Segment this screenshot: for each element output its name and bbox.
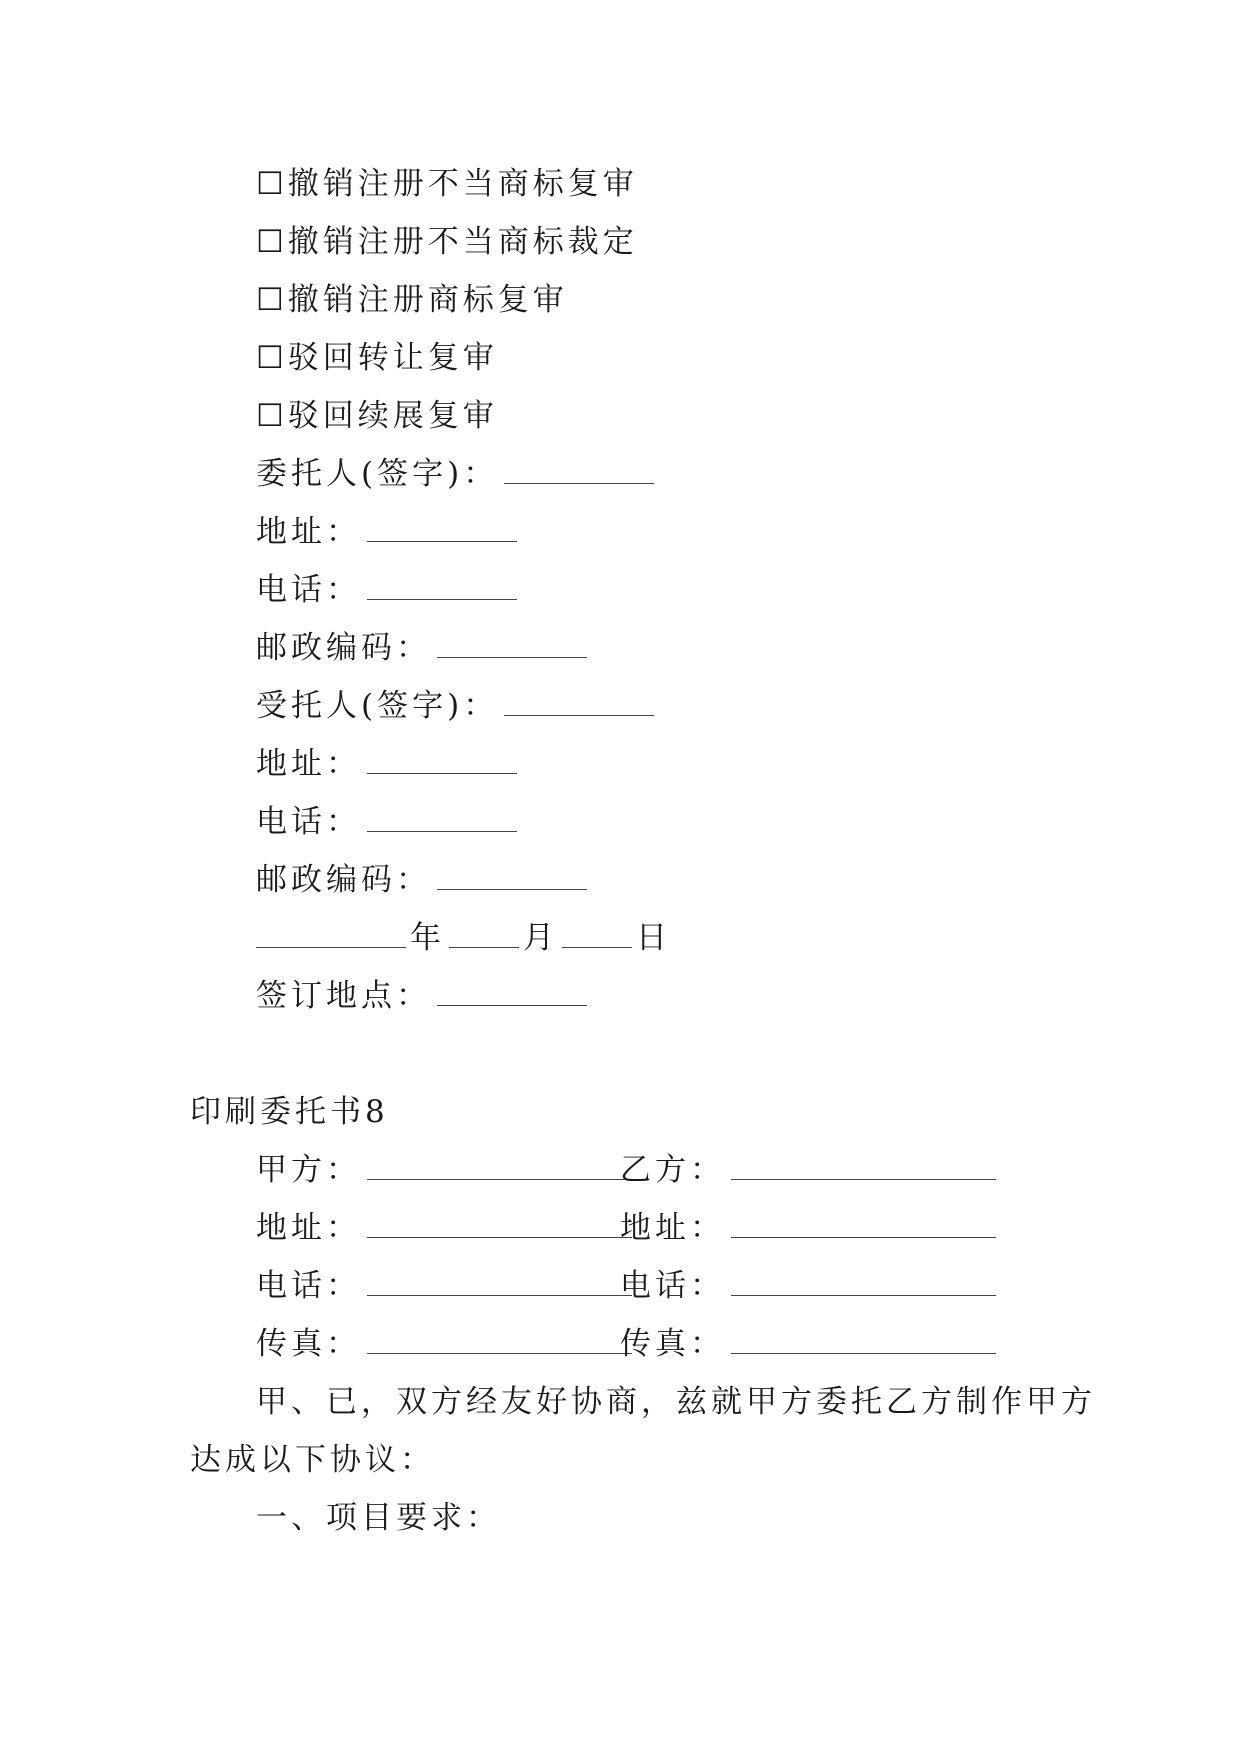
fill-blank — [562, 921, 632, 948]
agent-phone-label: 电话： — [256, 804, 361, 840]
fill-blank — [437, 979, 587, 1006]
fill-blank — [367, 1269, 632, 1296]
fill-blank — [367, 1211, 632, 1238]
date-month-label: 月 — [523, 920, 558, 956]
date-row — [256, 918, 671, 958]
agent-signature-row — [256, 686, 654, 726]
client-address-row — [256, 512, 517, 552]
sign-place-row — [256, 976, 587, 1016]
option-item: ☐驳回续展复审 — [256, 398, 498, 434]
fill-blank — [367, 515, 517, 542]
agent-postcode-row — [256, 860, 587, 900]
agent-signature-label: 受托人(签字)： — [256, 688, 499, 724]
party-a-phone-row — [256, 1266, 632, 1306]
fill-blank — [367, 747, 517, 774]
client-signature-row — [256, 454, 654, 494]
fill-blank — [504, 457, 654, 484]
option-item: ☐驳回转让复审 — [256, 340, 498, 376]
fill-blank — [437, 863, 587, 890]
party-b-address-row — [620, 1208, 996, 1248]
party-b-phone-row — [620, 1266, 996, 1306]
fill-blank — [731, 1153, 996, 1180]
party-a-address-label: 地址： — [256, 1210, 361, 1246]
sign-place-label: 签订地点： — [256, 978, 431, 1014]
party-b-address-label: 地址： — [620, 1210, 725, 1246]
party-a-phone-label: 电话： — [256, 1268, 361, 1304]
fill-blank — [731, 1327, 996, 1354]
party-b-fax-row — [620, 1324, 996, 1364]
fill-blank — [367, 573, 517, 600]
fill-blank — [256, 921, 406, 948]
party-b-fax-label: 传真： — [620, 1326, 725, 1362]
agreement-paragraph-cont: 达成以下协议： — [190, 1442, 435, 1478]
party-a-label: 甲方： — [256, 1152, 361, 1188]
client-phone-row — [256, 570, 517, 610]
client-signature-label: 委托人(签字)： — [256, 456, 499, 492]
agreement-paragraph: 甲、已，双方经友好协商，兹就甲方委托乙方制作甲方 — [256, 1384, 1096, 1420]
client-phone-label: 电话： — [256, 572, 361, 608]
option-item: ☐撤销注册商标复审 — [256, 282, 568, 318]
section-title: 印刷委托书8 — [190, 1094, 389, 1130]
fill-blank — [367, 1153, 632, 1180]
agent-phone-row — [256, 802, 517, 842]
party-a-row — [256, 1150, 632, 1190]
item-heading: 一、项目要求： — [256, 1500, 501, 1536]
agent-address-label: 地址： — [256, 746, 361, 782]
client-address-label: 地址： — [256, 514, 361, 550]
option-item: ☐撤销注册不当商标复审 — [256, 166, 638, 202]
party-b-label: 乙方： — [620, 1152, 725, 1188]
party-b-phone-label: 电话： — [620, 1268, 725, 1304]
agent-address-row — [256, 744, 517, 784]
fill-blank — [449, 921, 519, 948]
party-a-fax-row — [256, 1324, 632, 1364]
party-a-fax-label: 传真： — [256, 1326, 361, 1362]
fill-blank — [367, 805, 517, 832]
party-b-row — [620, 1150, 996, 1190]
client-postcode-row — [256, 628, 587, 668]
fill-blank — [504, 689, 654, 716]
fill-blank — [731, 1211, 996, 1238]
date-day-label: 日 — [636, 920, 671, 956]
client-postcode-label: 邮政编码： — [256, 630, 431, 666]
date-year-label: 年 — [410, 920, 445, 956]
fill-blank — [437, 631, 587, 658]
option-item: ☐撤销注册不当商标裁定 — [256, 224, 638, 260]
party-a-address-row — [256, 1208, 632, 1248]
fill-blank — [731, 1269, 996, 1296]
agent-postcode-label: 邮政编码： — [256, 862, 431, 898]
fill-blank — [367, 1327, 632, 1354]
